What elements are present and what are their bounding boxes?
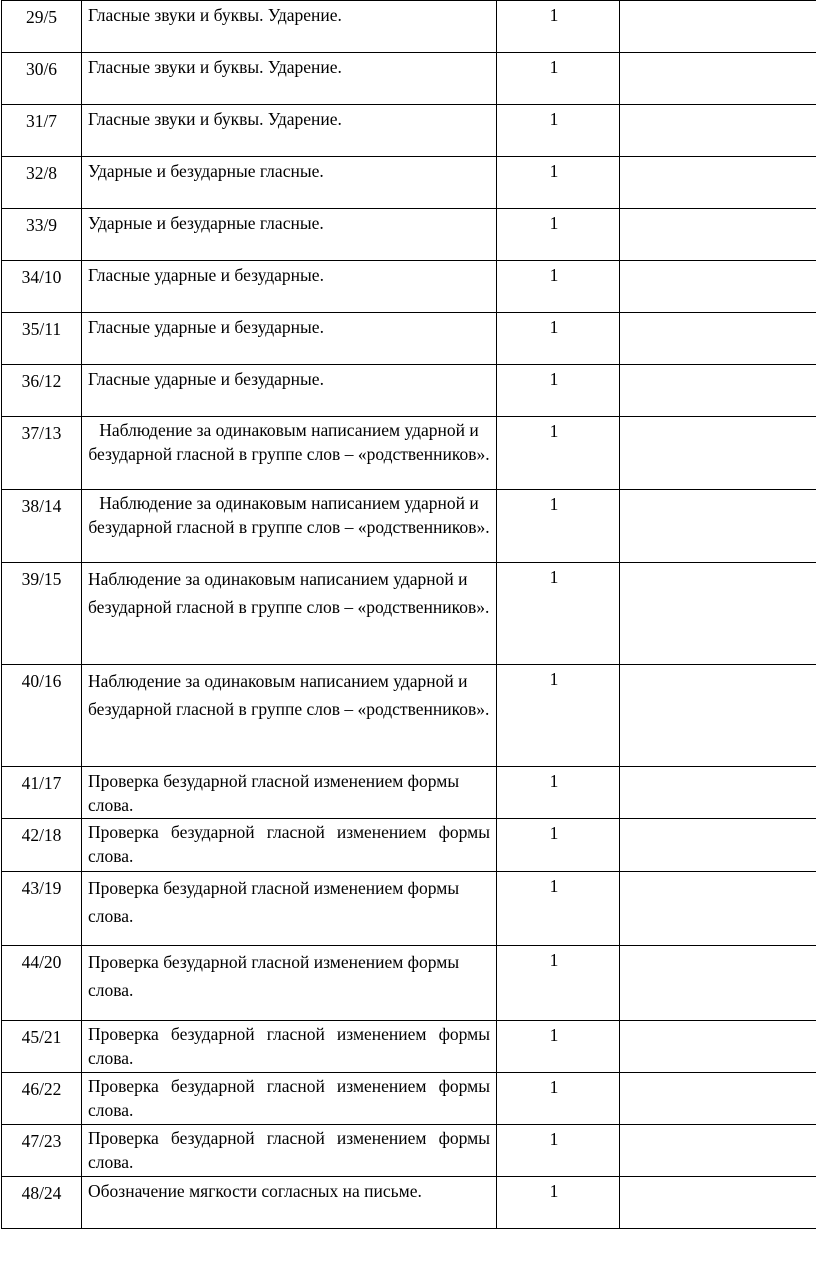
lesson-number: 41/17 xyxy=(2,767,82,819)
lesson-number: 38/14 xyxy=(2,490,82,563)
lesson-number: 47/23 xyxy=(2,1125,82,1177)
lesson-hours: 1 xyxy=(497,261,620,313)
lesson-topic: Проверка безударной гласной изменением формы слова. xyxy=(82,1125,497,1177)
lesson-number: 46/22 xyxy=(2,1073,82,1125)
lesson-number: 39/15 xyxy=(2,563,82,665)
empty-cell xyxy=(620,1021,816,1073)
empty-cell xyxy=(620,1125,816,1177)
lesson-number: 43/19 xyxy=(2,872,82,946)
lesson-plan-table xyxy=(1,0,816,1229)
lesson-hours: 1 xyxy=(497,819,620,872)
lesson-topic: Гласные звуки и буквы. Ударение. xyxy=(82,1,497,53)
table-row xyxy=(2,665,816,767)
empty-cell xyxy=(620,157,816,209)
lesson-number: 36/12 xyxy=(2,365,82,417)
empty-cell xyxy=(620,1,816,53)
lesson-number: 42/18 xyxy=(2,819,82,872)
empty-cell xyxy=(620,563,816,665)
lesson-topic: Ударные и безударные гласные. xyxy=(82,157,497,209)
lesson-number: 32/8 xyxy=(2,157,82,209)
table-row xyxy=(2,105,816,157)
lesson-hours: 1 xyxy=(497,1021,620,1073)
empty-cell xyxy=(620,767,816,819)
empty-cell xyxy=(620,209,816,261)
lesson-topic: Гласные ударные и безударные. xyxy=(82,313,497,365)
lesson-hours: 1 xyxy=(497,53,620,105)
lesson-hours: 1 xyxy=(497,490,620,563)
lesson-hours: 1 xyxy=(497,365,620,417)
table-row xyxy=(2,819,816,872)
empty-cell xyxy=(620,946,816,1021)
lesson-number: 35/11 xyxy=(2,313,82,365)
lesson-hours: 1 xyxy=(497,157,620,209)
empty-cell xyxy=(620,1177,816,1229)
lesson-hours: 1 xyxy=(497,767,620,819)
lesson-number: 45/21 xyxy=(2,1021,82,1073)
lesson-hours: 1 xyxy=(497,665,620,767)
lesson-hours: 1 xyxy=(497,313,620,365)
empty-cell xyxy=(620,105,816,157)
lesson-topic: Наблюдение за одинаковым написанием ударной и безударной гласной в группе слов – «родственников». xyxy=(82,417,497,490)
lesson-topic: Проверка безударной гласной изменением формы слова. xyxy=(82,819,497,872)
lesson-hours: 1 xyxy=(497,209,620,261)
lesson-topic: Наблюдение за одинаковым написанием ударной и безударной гласной в группе слов – «родственников». xyxy=(82,490,497,563)
empty-cell xyxy=(620,872,816,946)
lesson-number: 37/13 xyxy=(2,417,82,490)
table-row xyxy=(2,261,816,313)
lesson-hours: 1 xyxy=(497,417,620,490)
lesson-topic: Гласные ударные и безударные. xyxy=(82,261,497,313)
lesson-number: 34/10 xyxy=(2,261,82,313)
table-row xyxy=(2,767,816,819)
empty-cell xyxy=(620,490,816,563)
lesson-hours: 1 xyxy=(497,1177,620,1229)
lesson-number: 44/20 xyxy=(2,946,82,1021)
table-row xyxy=(2,563,816,665)
lesson-topic: Обозначение мягкости согласных на письме. xyxy=(82,1177,497,1229)
table-row xyxy=(2,1125,816,1177)
lesson-topic: Гласные звуки и буквы. Ударение. xyxy=(82,53,497,105)
lesson-topic: Проверка безударной гласной изменением формы слова. xyxy=(82,1073,497,1125)
lesson-topic: Проверка безударной гласной изменением формы слова. xyxy=(82,872,497,946)
table-row xyxy=(2,1177,816,1229)
table-row xyxy=(2,490,816,563)
table-row xyxy=(2,417,816,490)
lesson-topic: Наблюдение за одинаковым написанием ударной и безударной гласной в группе слов – «родственников». xyxy=(82,665,497,767)
lesson-hours: 1 xyxy=(497,563,620,665)
table-row xyxy=(2,1021,816,1073)
lesson-topic: Проверка безударной гласной изменением формы слова. xyxy=(82,946,497,1021)
empty-cell xyxy=(620,313,816,365)
table-row xyxy=(2,53,816,105)
lesson-number: 33/9 xyxy=(2,209,82,261)
table-row xyxy=(2,365,816,417)
lesson-topic: Наблюдение за одинаковым написанием ударной и безударной гласной в группе слов – «родственников». xyxy=(82,563,497,665)
lesson-topic: Проверка безударной гласной изменением формы слова. xyxy=(82,1021,497,1073)
lesson-number: 30/6 xyxy=(2,53,82,105)
table-row xyxy=(2,946,816,1021)
empty-cell xyxy=(620,819,816,872)
table-row xyxy=(2,1073,816,1125)
lesson-topic: Ударные и безударные гласные. xyxy=(82,209,497,261)
lesson-topic: Проверка безударной гласной изменением формы слова. xyxy=(82,767,497,819)
lesson-number: 31/7 xyxy=(2,105,82,157)
empty-cell xyxy=(620,261,816,313)
table-row xyxy=(2,313,816,365)
empty-cell xyxy=(620,365,816,417)
lesson-hours: 1 xyxy=(497,1125,620,1177)
table-row xyxy=(2,872,816,946)
table-row xyxy=(2,1,816,53)
lesson-topic: Гласные ударные и безударные. xyxy=(82,365,497,417)
lesson-hours: 1 xyxy=(497,105,620,157)
table-row xyxy=(2,157,816,209)
empty-cell xyxy=(620,1073,816,1125)
lesson-number: 40/16 xyxy=(2,665,82,767)
lesson-hours: 1 xyxy=(497,872,620,946)
lesson-hours: 1 xyxy=(497,1,620,53)
table-row xyxy=(2,209,816,261)
lesson-number: 48/24 xyxy=(2,1177,82,1229)
lesson-number: 29/5 xyxy=(2,1,82,53)
lesson-hours: 1 xyxy=(497,946,620,1021)
empty-cell xyxy=(620,417,816,490)
empty-cell xyxy=(620,665,816,767)
empty-cell xyxy=(620,53,816,105)
lesson-hours: 1 xyxy=(497,1073,620,1125)
lesson-topic: Гласные звуки и буквы. Ударение. xyxy=(82,105,497,157)
